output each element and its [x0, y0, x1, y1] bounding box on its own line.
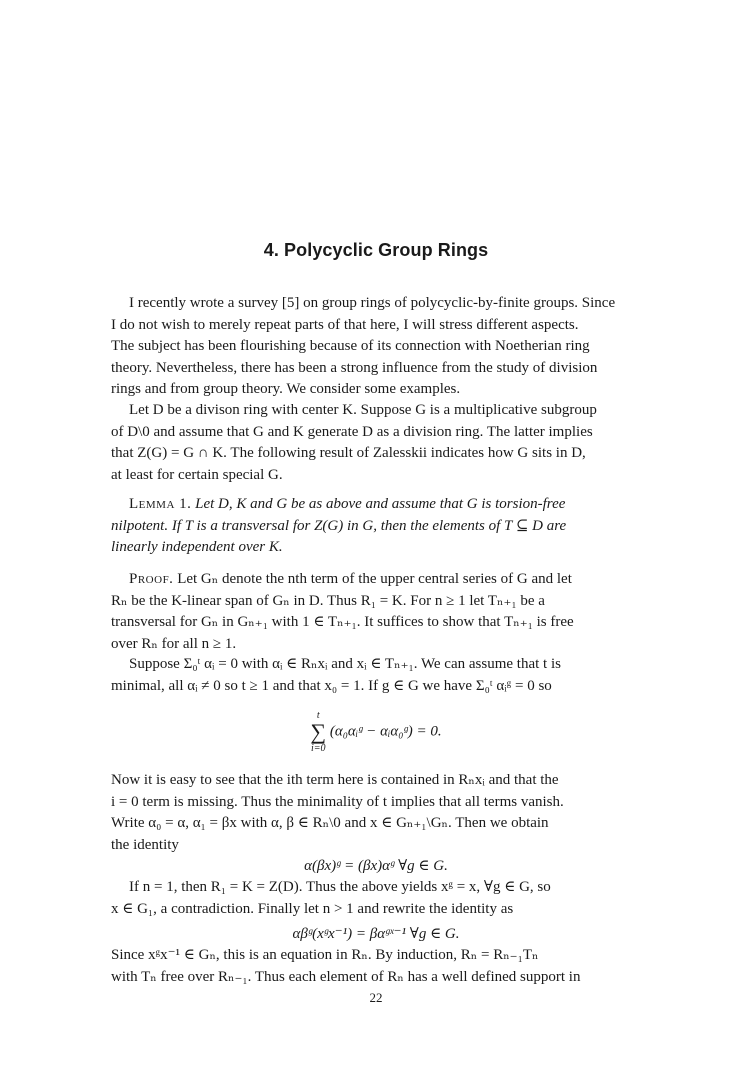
text-line: nilpotent. If T is a transversal for Z(G) in G, then the elements of T ⊆ D are — [111, 517, 567, 534]
sum-operator — [310, 710, 326, 754]
paragraph-intro — [111, 293, 641, 401]
paragraph-setup — [111, 400, 641, 486]
equation-sum — [111, 710, 641, 754]
text-line: transversal for Gₙ in Gₙ₊₁ with 1 ∈ Tₙ₊₁. It suffices to show that Tₙ₊₁ is free — [111, 614, 574, 630]
equation-identity: α(βx)ᵍ = (βx)αᵍ ∀g ∈ G. — [304, 858, 448, 874]
text-line: Now it is easy to see that the ith term here is contained in Rₙxᵢ and that the — [111, 772, 559, 788]
text-line: i = 0 term is missing. Thus the minimality of t implies that all terms vanish. — [111, 793, 564, 810]
proof-text: Let Gₙ denote the nth term of the upper central series of G and let — [177, 571, 572, 587]
text-line: rings and from group theory. We consider some examples. — [111, 381, 461, 397]
proof-label: Proof. — [129, 571, 174, 587]
text-line — [111, 569, 641, 591]
text-line: Since xᵍx⁻¹ ∈ Gₙ, this is an equation in Rₙ. By induction, Rₙ = Rₙ₋₁Tₙ — [111, 947, 539, 963]
text-line: Let D be a divison ring with center K. Suppose G is a multiplicative subgroup — [129, 402, 597, 418]
text-line: I recently wrote a survey [5] on group rings of polycyclic-by-finite groups. Since — [129, 295, 616, 311]
text-line: Rₙ be the K-linear span of Gₙ in D. Thus R₁ = K. For n ≥ 1 let Tₙ₊₁ be a — [111, 592, 545, 609]
section-title: 4. Polycyclic Group Rings — [263, 240, 489, 260]
text-line: minimal, all αᵢ ≠ 0 so t ≥ 1 and that x₀ = 1. If g ∈ G we have Σ₀ᵗ αᵢᵍ = 0 so — [111, 677, 552, 694]
sum-body: (α₀αᵢᵍ − αᵢα₀ᵍ) = 0. — [329, 723, 442, 740]
text-line: The subject has been flourishing because of its connection with Noetherian ring — [111, 338, 590, 354]
lemma-block — [111, 494, 641, 559]
sigma-symbol: ∑ — [310, 719, 327, 744]
text-line: x ∈ G₁, a contradiction. Finally let n > 1 and rewrite the identity as — [111, 900, 514, 917]
sum-lower-limit: i=0 — [310, 743, 326, 754]
text-line: I do not wish to merely repeat parts of that here, I will stress different aspects. — [111, 316, 579, 333]
equation-rewrite: αβᵍ(xᵍx⁻¹) = βαᵍˣ⁻¹ ∀g ∈ G. — [292, 926, 460, 942]
text-line: over Rₙ for all n ≥ 1. — [111, 635, 237, 652]
text-line: at least for certain special G. — [111, 466, 283, 483]
sum-upper-limit: t — [316, 710, 320, 721]
text-line — [111, 494, 641, 516]
text-line: the identity — [111, 836, 179, 853]
text-line: of D\0 and assume that G and K generate D as a division ring. The latter implies — [111, 423, 593, 440]
text-line: with Tₙ free over Rₙ₋₁. Thus each element of Rₙ has a well defined support in — [111, 968, 581, 985]
lemma-text: Let D, K and G be as above and assume that G is torsion-free — [195, 496, 566, 512]
lemma-label: Lemma 1. — [129, 496, 192, 512]
text-line: Write α₀ = α, α₁ = βx with α, β ∈ Rₙ\0 and x ∈ Gₙ₊₁\Gₙ. Then we obtain — [111, 815, 549, 831]
proof-paragraph-2 — [111, 654, 641, 697]
text-line: If n = 1, then R₁ = K = Z(D). Thus the above yields xᵍ = x, ∀g ∈ G, so — [129, 879, 551, 895]
text-line: Suppose Σ₀ᵗ αᵢ = 0 with αᵢ ∈ Rₙxᵢ and xᵢ ∈ Tₙ₊₁. We can assume that t is — [129, 656, 561, 672]
proof-paragraph-1 — [111, 569, 641, 655]
text-line: theory. Nevertheless, there has been a strong influence from the study of division — [111, 359, 598, 376]
proof-paragraph-4 — [111, 877, 641, 920]
proof-paragraph-5 — [111, 945, 641, 988]
text-line: linearly independent over K. — [111, 539, 283, 555]
text-line: that Z(G) = G ∩ K. The following result of Zalesskii indicates how G sits in D, — [111, 445, 586, 461]
page-number: 22 — [369, 990, 383, 1005]
proof-paragraph-3 — [111, 770, 641, 856]
